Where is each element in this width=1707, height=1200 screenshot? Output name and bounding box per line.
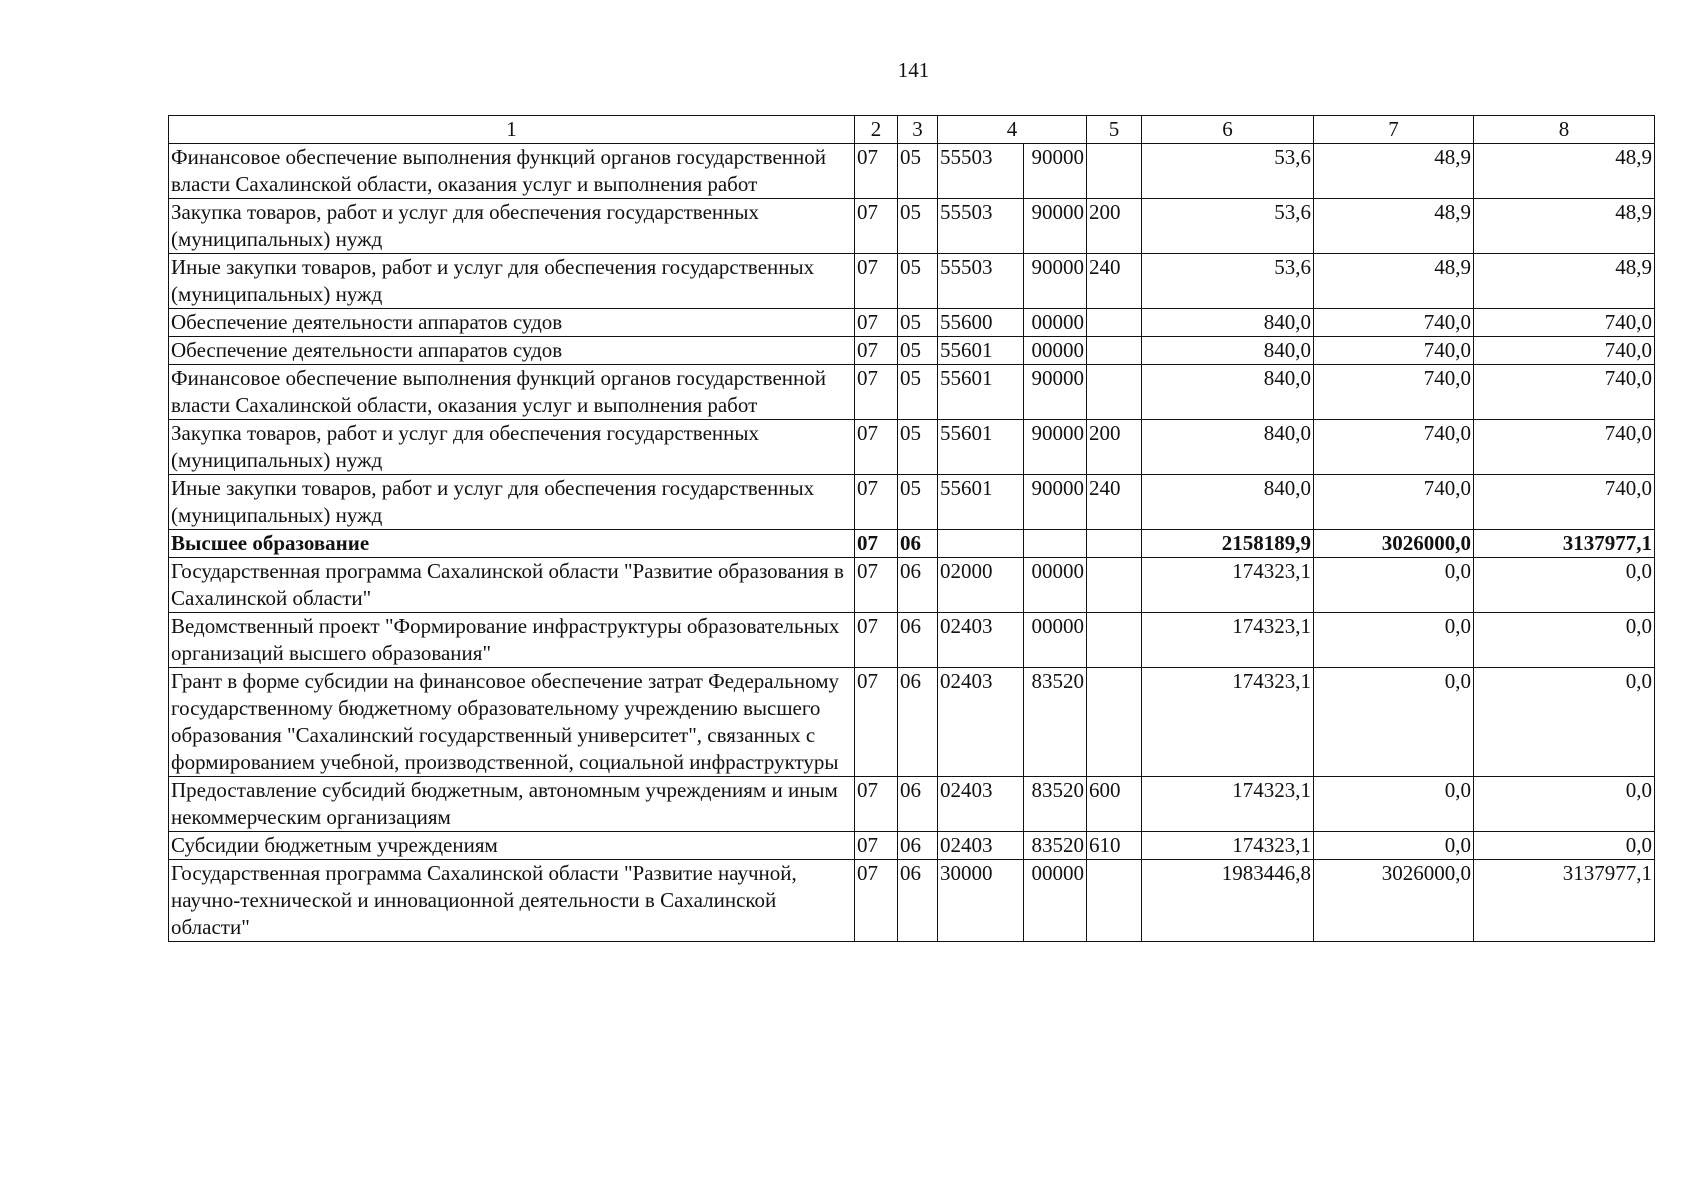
table-row (169, 613, 1655, 668)
row-amount-col6: 53,6 (1142, 144, 1314, 199)
row-expense-type: 240 (1087, 475, 1142, 530)
row-name: Финансовое обеспечение выполнения функций органов государственной власти Сахалинской области, оказания услуг и выполнения работ (169, 365, 855, 420)
row-subsection-code: 06 (898, 860, 938, 942)
row-amount-col8: 0,0 (1474, 832, 1655, 860)
row-amount-col7: 740,0 (1314, 365, 1474, 420)
row-amount-col8: 0,0 (1474, 613, 1655, 668)
row-name: Высшее образование (169, 530, 855, 558)
row-section-code: 07 (855, 777, 898, 832)
row-expense-type (1087, 668, 1142, 777)
header-col-4: 4 (938, 116, 1087, 144)
table-row (169, 144, 1655, 199)
row-amount-col8: 3137977,1 (1474, 860, 1655, 942)
row-target-code-article: 90000 (1024, 144, 1087, 199)
table-row (169, 254, 1655, 309)
table-row (169, 337, 1655, 365)
row-target-code-group: 55503 (938, 199, 1024, 254)
row-subsection-code: 06 (898, 832, 938, 860)
row-amount-col7: 3026000,0 (1314, 860, 1474, 942)
row-amount-col8: 740,0 (1474, 475, 1655, 530)
row-subsection-code: 05 (898, 337, 938, 365)
row-section-code: 07 (855, 337, 898, 365)
row-section-code: 07 (855, 254, 898, 309)
row-expense-type (1087, 860, 1142, 942)
row-section-code: 07 (855, 530, 898, 558)
row-amount-col7: 48,9 (1314, 199, 1474, 254)
row-name: Грант в форме субсидии на финансовое обеспечение затрат Федеральному государственному бюджетному образовательному учреждению высшего образования "Сахалинский государственный университет", связанных с формированием учебной, производственной, социальной инфраструктуры (169, 668, 855, 777)
row-section-code: 07 (855, 558, 898, 613)
row-name: Закупка товаров, работ и услуг для обеспечения государственных (муниципальных) нужд (169, 199, 855, 254)
row-target-code-group: 02403 (938, 668, 1024, 777)
row-subsection-code: 05 (898, 365, 938, 420)
row-name: Государственная программа Сахалинской области "Развитие научной, научно-технической и инновационной деятельности в Сахалинской области" (169, 860, 855, 942)
row-amount-col8: 48,9 (1474, 199, 1655, 254)
header-row (169, 116, 1655, 144)
row-amount-col7: 740,0 (1314, 420, 1474, 475)
row-subsection-code: 06 (898, 558, 938, 613)
row-expense-type: 200 (1087, 199, 1142, 254)
table-row (169, 475, 1655, 530)
table-row (169, 777, 1655, 832)
row-target-code-group: 30000 (938, 860, 1024, 942)
row-target-code-group: 02000 (938, 558, 1024, 613)
row-name: Обеспечение деятельности аппаратов судов (169, 337, 855, 365)
row-amount-col8: 740,0 (1474, 365, 1655, 420)
row-subsection-code: 05 (898, 199, 938, 254)
row-target-code-article: 90000 (1024, 420, 1087, 475)
row-subsection-code: 05 (898, 144, 938, 199)
row-target-code-group: 02403 (938, 832, 1024, 860)
row-subsection-code: 05 (898, 309, 938, 337)
row-section-code: 07 (855, 860, 898, 942)
row-section-code: 07 (855, 613, 898, 668)
row-subsection-code: 06 (898, 530, 938, 558)
row-target-code-article: 90000 (1024, 475, 1087, 530)
row-expense-type (1087, 558, 1142, 613)
row-amount-col6: 174323,1 (1142, 558, 1314, 613)
row-target-code-article: 00000 (1024, 309, 1087, 337)
row-amount-col7: 0,0 (1314, 668, 1474, 777)
row-expense-type (1087, 144, 1142, 199)
row-target-code-group (938, 530, 1024, 558)
row-name: Закупка товаров, работ и услуг для обеспечения государственных (муниципальных) нужд (169, 420, 855, 475)
table-row (169, 530, 1655, 558)
row-expense-type: 240 (1087, 254, 1142, 309)
row-expense-type: 600 (1087, 777, 1142, 832)
row-expense-type (1087, 530, 1142, 558)
table-row (169, 309, 1655, 337)
table-row (169, 832, 1655, 860)
row-amount-col7: 48,9 (1314, 254, 1474, 309)
row-target-code-group: 02403 (938, 777, 1024, 832)
row-target-code-group: 55503 (938, 144, 1024, 199)
budget-table-body (169, 144, 1655, 942)
row-amount-col8: 0,0 (1474, 668, 1655, 777)
row-section-code: 07 (855, 144, 898, 199)
row-target-code-article: 00000 (1024, 337, 1087, 365)
row-amount-col8: 48,9 (1474, 254, 1655, 309)
row-amount-col6: 840,0 (1142, 309, 1314, 337)
row-amount-col7: 0,0 (1314, 777, 1474, 832)
row-name: Ведомственный проект "Формирование инфраструктуры образовательных организаций высшего образования" (169, 613, 855, 668)
header-col-5: 5 (1087, 116, 1142, 144)
row-subsection-code: 05 (898, 420, 938, 475)
row-expense-type (1087, 613, 1142, 668)
row-amount-col8: 740,0 (1474, 420, 1655, 475)
table-row (169, 365, 1655, 420)
row-name: Иные закупки товаров, работ и услуг для обеспечения государственных (муниципальных) нужд (169, 254, 855, 309)
header-col-2: 2 (855, 116, 898, 144)
row-target-code-article (1024, 530, 1087, 558)
header-col-1: 1 (169, 116, 855, 144)
row-amount-col6: 840,0 (1142, 337, 1314, 365)
row-name: Предоставление субсидий бюджетным, автономным учреждениям и иным некоммерческим организациям (169, 777, 855, 832)
row-amount-col6: 174323,1 (1142, 777, 1314, 832)
row-subsection-code: 06 (898, 668, 938, 777)
row-target-code-article: 00000 (1024, 860, 1087, 942)
row-subsection-code: 05 (898, 254, 938, 309)
row-target-code-article: 00000 (1024, 613, 1087, 668)
table-row (169, 558, 1655, 613)
row-expense-type (1087, 309, 1142, 337)
row-name: Иные закупки товаров, работ и услуг для обеспечения государственных (муниципальных) нужд (169, 475, 855, 530)
page-number: 141 (897, 58, 930, 82)
row-name: Государственная программа Сахалинской области "Развитие образования в Сахалинской области" (169, 558, 855, 613)
header-col-3: 3 (898, 116, 938, 144)
row-name: Субсидии бюджетным учреждениям (169, 832, 855, 860)
row-target-code-group: 55601 (938, 337, 1024, 365)
row-amount-col6: 174323,1 (1142, 613, 1314, 668)
row-amount-col8: 740,0 (1474, 337, 1655, 365)
row-name: Финансовое обеспечение выполнения функций органов государственной власти Сахалинской области, оказания услуг и выполнения работ (169, 144, 855, 199)
row-section-code: 07 (855, 365, 898, 420)
row-expense-type (1087, 337, 1142, 365)
row-amount-col7: 740,0 (1314, 475, 1474, 530)
row-amount-col8: 48,9 (1474, 144, 1655, 199)
row-subsection-code: 06 (898, 613, 938, 668)
row-amount-col7: 0,0 (1314, 558, 1474, 613)
row-target-code-article: 83520 (1024, 777, 1087, 832)
row-target-code-article: 90000 (1024, 365, 1087, 420)
row-section-code: 07 (855, 832, 898, 860)
row-section-code: 07 (855, 309, 898, 337)
row-target-code-group: 55601 (938, 365, 1024, 420)
row-target-code-group: 55503 (938, 254, 1024, 309)
row-target-code-group: 55601 (938, 420, 1024, 475)
table-row (169, 420, 1655, 475)
header-col-7: 7 (1314, 116, 1474, 144)
row-expense-type: 200 (1087, 420, 1142, 475)
row-section-code: 07 (855, 420, 898, 475)
header-col-6: 6 (1142, 116, 1314, 144)
table-row (169, 199, 1655, 254)
table-row (169, 860, 1655, 942)
row-amount-col6: 2158189,9 (1142, 530, 1314, 558)
row-subsection-code: 05 (898, 475, 938, 530)
row-amount-col6: 840,0 (1142, 365, 1314, 420)
row-amount-col8: 3137977,1 (1474, 530, 1655, 558)
row-target-code-group: 55601 (938, 475, 1024, 530)
row-amount-col7: 0,0 (1314, 613, 1474, 668)
row-section-code: 07 (855, 475, 898, 530)
row-amount-col7: 740,0 (1314, 309, 1474, 337)
row-amount-col7: 48,9 (1314, 144, 1474, 199)
row-expense-type: 610 (1087, 832, 1142, 860)
header-col-8: 8 (1474, 116, 1655, 144)
row-target-code-article: 90000 (1024, 199, 1087, 254)
row-target-code-article: 83520 (1024, 832, 1087, 860)
row-amount-col6: 840,0 (1142, 420, 1314, 475)
row-amount-col6: 1983446,8 (1142, 860, 1314, 942)
row-target-code-group: 55600 (938, 309, 1024, 337)
row-amount-col6: 174323,1 (1142, 668, 1314, 777)
row-section-code: 07 (855, 199, 898, 254)
row-expense-type (1087, 365, 1142, 420)
row-subsection-code: 06 (898, 777, 938, 832)
row-amount-col7: 0,0 (1314, 832, 1474, 860)
row-target-code-article: 90000 (1024, 254, 1087, 309)
table-row (169, 668, 1655, 777)
row-amount-col6: 840,0 (1142, 475, 1314, 530)
row-target-code-article: 83520 (1024, 668, 1087, 777)
row-section-code: 07 (855, 668, 898, 777)
row-target-code-article: 00000 (1024, 558, 1087, 613)
row-amount-col7: 3026000,0 (1314, 530, 1474, 558)
row-amount-col6: 53,6 (1142, 199, 1314, 254)
row-amount-col8: 0,0 (1474, 558, 1655, 613)
row-amount-col7: 740,0 (1314, 337, 1474, 365)
row-amount-col8: 0,0 (1474, 777, 1655, 832)
row-target-code-group: 02403 (938, 613, 1024, 668)
budget-table (168, 115, 1655, 942)
row-amount-col6: 174323,1 (1142, 832, 1314, 860)
row-amount-col6: 53,6 (1142, 254, 1314, 309)
row-amount-col8: 740,0 (1474, 309, 1655, 337)
row-name: Обеспечение деятельности аппаратов судов (169, 309, 855, 337)
